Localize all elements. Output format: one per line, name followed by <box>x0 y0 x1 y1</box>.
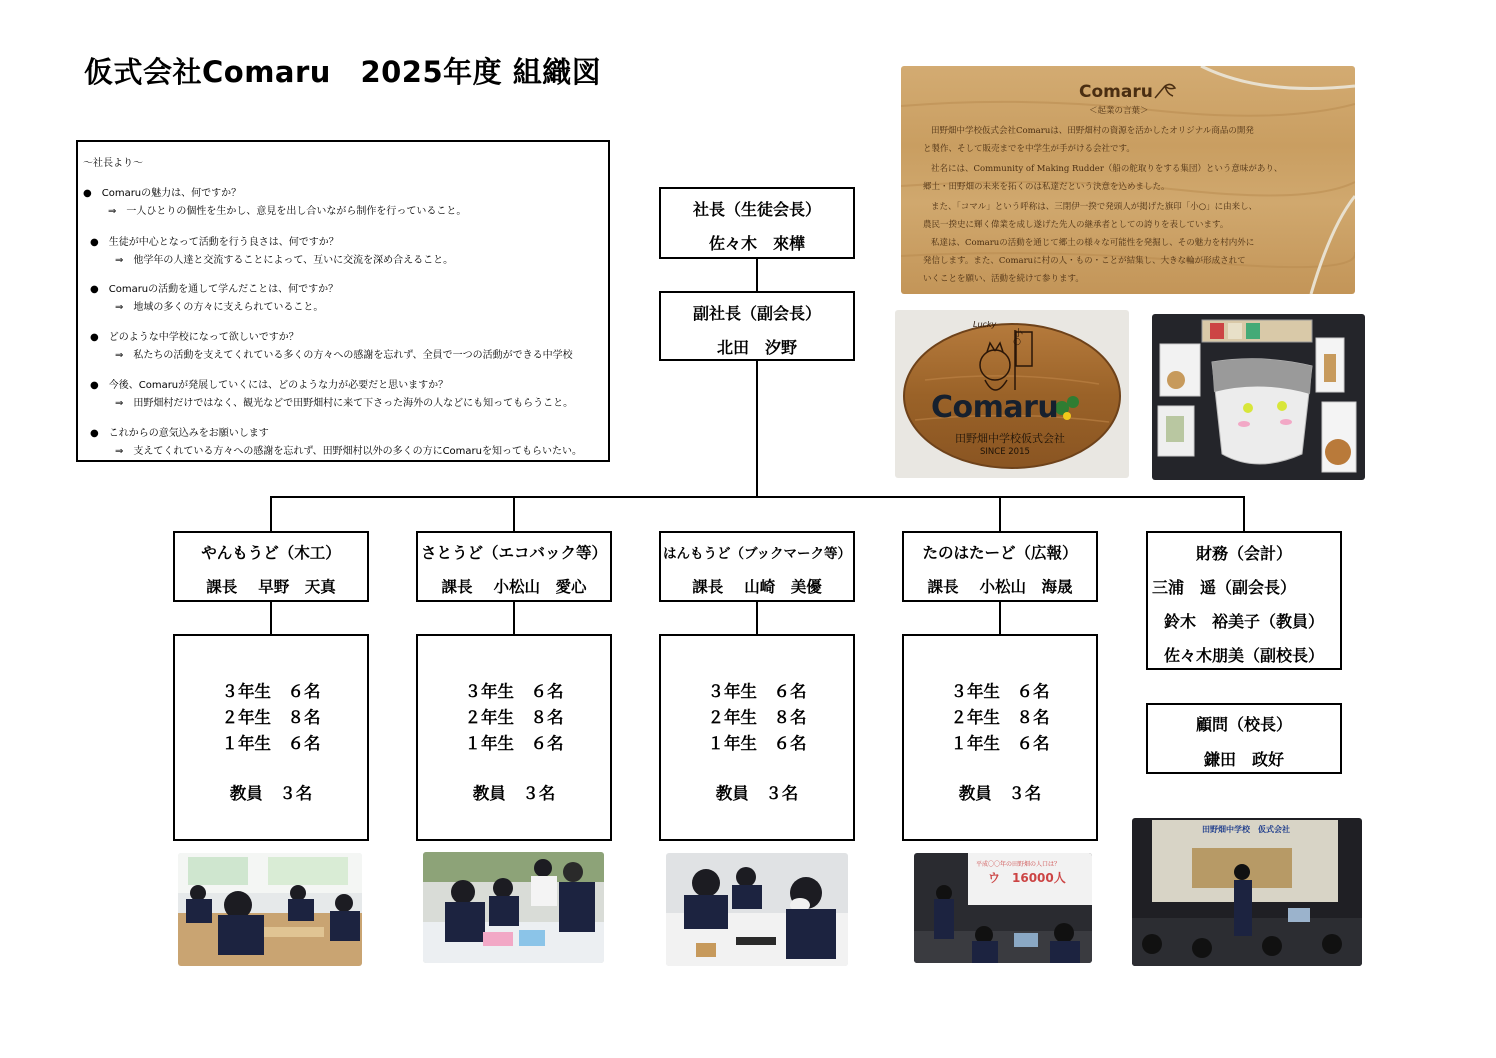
presentation-photo <box>1132 818 1362 966</box>
plaque-brand: Comaru <box>1079 82 1153 102</box>
teacher-count: 教員 ３名 <box>715 784 799 803</box>
connector-line <box>513 600 515 636</box>
plaque-line: 発信します。また、Comaruに村の人・もの・ことが結集し、大きな輪が形成されて <box>923 256 1246 266</box>
members-box <box>902 634 1098 841</box>
page-title: 仮式会社Comaru 2025年度 組織図 <box>84 55 602 89</box>
department-leader: 課長 山崎 美優 <box>692 578 822 596</box>
finance-member: 鈴木 裕美子（教員） <box>1163 612 1324 631</box>
products-photo <box>1152 314 1365 480</box>
qa-answer: ⇒ 他学年の人達と交流することによって、互いに交流を深め合えること。 <box>115 255 454 266</box>
vice-president-box <box>659 291 855 361</box>
department-leader: 課長 早野 天真 <box>206 578 336 596</box>
qa-answer: ⇒ 私たちの活動を支えてくれている多くの方々への感謝を忘れず、全員で一つの活動ができる中学校 <box>115 350 573 361</box>
member-count: １年生 ６名 <box>707 734 807 753</box>
advisor-title: 顧問（校長） <box>1195 715 1292 734</box>
qa-item <box>83 184 466 217</box>
plaque-line: また、「コマル」という呼称は、三閉伊一揆で発頭人が掲げた旗印「小○」に由来し、 <box>931 202 1258 212</box>
woodwork-activity-photo <box>178 853 362 966</box>
ecobag-activity-photo <box>423 852 604 963</box>
members-box <box>659 634 855 841</box>
department-box-woodwork <box>173 531 369 602</box>
department-name: たのはたーど（広報） <box>922 544 1078 562</box>
advisor-name: 鎌田 政好 <box>1203 750 1284 769</box>
plaque-subtitle: ＜起業の言葉＞ <box>1089 106 1149 116</box>
member-count: ３年生 ６名 <box>221 682 321 701</box>
qa-item <box>90 424 582 457</box>
members-box <box>173 634 369 841</box>
qa-question: ● 生徒が中心となって活動を行う良さは、何ですか？ <box>90 237 339 248</box>
qa-question: ● Comaruの活動を通して学んだことは、何ですか？ <box>90 284 339 295</box>
qa-question: ● これからの意気込みをお願いします <box>90 428 269 439</box>
sign-small-text: Lucky <box>973 320 997 329</box>
teacher-count: 教員 ３名 <box>472 784 556 803</box>
member-count: ３年生 ６名 <box>707 682 807 701</box>
plaque-line: 農民一揆史に輝く偉業を成し遂げた先人の継承者としての誇りを表しています。 <box>923 220 1229 230</box>
connector-line <box>999 496 1001 532</box>
qa-answer: ⇒ 地域の多くの方々に支えられていること。 <box>115 302 324 313</box>
qa-answer: ⇒ 一人ひとりの個性を生かし、意見を出し合いながら制作を行っていること。 <box>108 206 467 217</box>
products-illustration <box>1152 314 1365 480</box>
department-name: さとうど（エコバック等） <box>420 544 607 562</box>
qa-item <box>90 328 573 361</box>
connector-line <box>756 360 758 498</box>
plaque-line: 郷土・田野畑の未来を拓くのは私達だという決意を込めました。 <box>923 182 1170 192</box>
leaf-icon <box>1153 82 1177 100</box>
bookmark-scene <box>666 853 848 966</box>
connector-line <box>999 600 1001 636</box>
connector-line <box>270 496 1245 498</box>
qa-question: ● Comaruの魅力は、何ですか？ <box>83 188 242 199</box>
founding-words-plaque-photo <box>901 66 1355 294</box>
teacher-count: 教員 ３名 <box>229 784 313 803</box>
member-count: ２年生 ８名 <box>221 708 321 727</box>
presentation-scene <box>1132 818 1362 966</box>
department-box-ecobag <box>416 531 612 602</box>
member-count: １年生 ６名 <box>950 734 1050 753</box>
screen-banner: 田野畑中学校 仮式会社 <box>1202 825 1290 834</box>
bookmark-activity-photo <box>666 853 848 966</box>
ecobag-scene <box>423 852 604 963</box>
plaque-line: いくことを願い、活動を続けて参ります。 <box>923 274 1084 284</box>
screen-number: ウ 16000人 <box>988 871 1066 885</box>
qa-item <box>90 280 338 313</box>
department-name: はんもうど（ブックマーク等） <box>662 546 852 562</box>
member-count: ２年生 ８名 <box>950 708 1050 727</box>
qa-question: ● どのような中学校になって欲しいですか？ <box>90 332 299 343</box>
department-leader: 課長 小松山 海晟 <box>927 578 1073 596</box>
finance-member: 三浦 遥（副会長） <box>1152 578 1297 597</box>
sign-flag-text: 小○ <box>1012 328 1022 347</box>
plaque-line: 私達は、Comaruの活動を通じて郷土の様々な可能性を発掘し、その魅力を村内外に <box>931 238 1255 248</box>
woodwork-scene <box>178 853 362 966</box>
pr-activity-photo <box>914 853 1092 963</box>
member-count: ２年生 ８名 <box>707 708 807 727</box>
finance-member: 佐々木朋美（副校長） <box>1163 646 1324 665</box>
qa-question: ● 今後、Comaruが発展していくには、どのような力が必要だと思いますか？ <box>90 380 449 391</box>
qa-answer: ⇒ 支えてくれている方々への感謝を忘れず、田野畑村以外の多くの方にComaruを知ってもらいたい。 <box>115 446 582 457</box>
vice-president-role: 副社長（副会長） <box>692 304 821 323</box>
member-count: ３年生 ６名 <box>464 682 564 701</box>
president-role: 社長（生徒会長） <box>692 200 821 219</box>
finance-title: 財務（会計） <box>1195 544 1292 563</box>
president-message-box <box>76 140 610 462</box>
department-leader: 課長 小松山 愛心 <box>441 578 587 596</box>
message-heading: ～社長より～ <box>83 158 143 169</box>
connector-line <box>756 258 758 292</box>
connector-line <box>270 496 272 532</box>
plaque-line: 田野畑中学校仮式会社Comaruは、田野畑村の資源を活かしたオリジナル商品の開発 <box>931 126 1254 136</box>
connector-line <box>513 496 515 532</box>
sign-school-name: 田野畑中学校仮式会社 <box>955 432 1065 445</box>
vice-president-name: 北田 汐野 <box>716 338 797 357</box>
member-count: １年生 ６名 <box>221 734 321 753</box>
member-count: １年生 ６名 <box>464 734 564 753</box>
sign-since: SINCE 2015 <box>980 447 1030 457</box>
advisor-box <box>1146 703 1342 774</box>
department-box-pr <box>902 531 1098 602</box>
president-box <box>659 187 855 259</box>
department-name: やんもうど（木工） <box>201 544 341 562</box>
plaque-line: 社名には、Community of Making Rudder（船の舵取りをする集団）という意味があり、 <box>931 164 1283 174</box>
connector-line <box>756 600 758 636</box>
comaru-sign-photo <box>895 310 1129 478</box>
member-count: ３年生 ６名 <box>950 682 1050 701</box>
qa-item <box>90 233 453 266</box>
members-box <box>416 634 612 841</box>
sign-logo: Comaru <box>931 390 1059 425</box>
plaque-line: と製作、そして販売までを中学生が手がける会社です。 <box>923 144 1135 154</box>
connector-line <box>270 600 272 636</box>
teacher-count: 教員 ３名 <box>958 784 1042 803</box>
screen-question: 平成〇〇年の田野畑の人口は？ <box>976 861 1061 868</box>
finance-box <box>1146 531 1342 670</box>
qa-answer: ⇒ 田野畑村だけではなく、観光などで田野畑村に来て下さった海外の人などにも知ってもらうこと。 <box>115 398 574 409</box>
department-box-bookmark <box>659 531 855 602</box>
president-name: 佐々木 來樺 <box>708 234 805 253</box>
member-count: ２年生 ８名 <box>464 708 564 727</box>
connector-line <box>1243 496 1245 532</box>
qa-item <box>90 376 573 409</box>
